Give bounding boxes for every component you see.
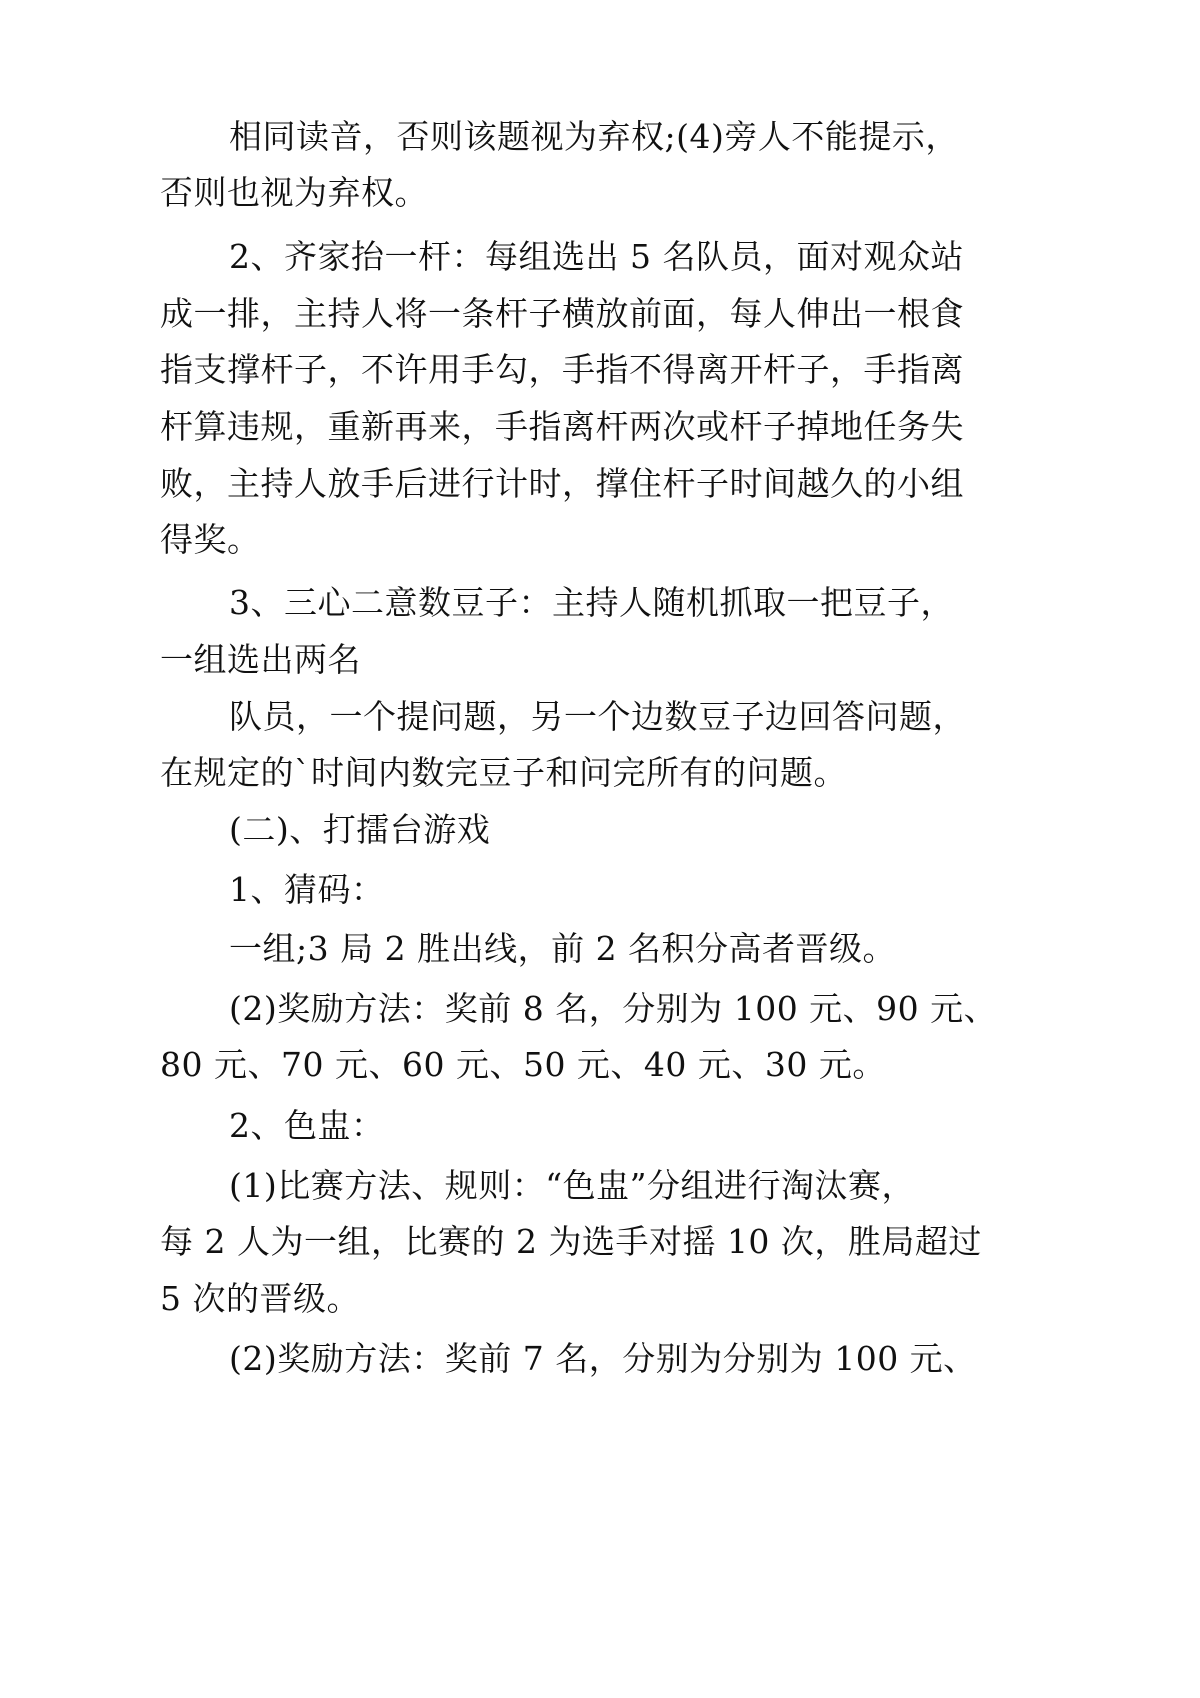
text-line: 3、三心二意数豆子：主持人随机抓取一把豆子， — [229, 583, 954, 622]
text-line: 败，主持人放手后进行计时，撑住杆子时间越久的小组 — [160, 464, 964, 503]
text-line: 1、猜码： — [229, 870, 385, 909]
text-line: 在规定的`时间内数完豆子和问完所有的问题。 — [160, 753, 847, 792]
text-line: 队员，一个提问题，另一个边数豆子边回答问题， — [229, 697, 966, 736]
text-line: (2)奖励方法：奖前 8 名，分别为 100 元、90 元、 — [229, 989, 998, 1028]
text-line: 2、色盅： — [229, 1106, 385, 1145]
text-line: 否则也视为弃权。 — [160, 173, 428, 212]
text-line: 得奖。 — [160, 520, 261, 559]
text-line: 指支撑杆子，不许用手勾，手指不得离开杆子，手指离 — [160, 350, 964, 389]
text-line: 成一排，主持人将一条杆子横放前面，每人伸出一根食 — [160, 294, 964, 333]
text-line: 每 2 人为一组，比赛的 2 为选手对摇 10 次，胜局超过 — [160, 1222, 982, 1261]
text-line: 相同读音，否则该题视为弃权;(4)旁人不能提示， — [229, 117, 959, 156]
text-line: 80 元、70 元、60 元、50 元、40 元、30 元。 — [160, 1045, 886, 1084]
text-line: 5 次的晋级。 — [160, 1279, 360, 1318]
text-line: (2)奖励方法：奖前 7 名，分别为分别为 100 元、 — [229, 1339, 977, 1378]
text-line: 一组;3 局 2 胜出线，前 2 名积分高者晋级。 — [229, 929, 897, 968]
text-line: 一组选出两名 — [160, 640, 361, 679]
section-heading: (二)、打擂台游戏 — [229, 810, 491, 849]
text-line: 杆算违规，重新再来，手指离杆两次或杆子掉地任务失 — [160, 407, 964, 446]
text-line: 2、齐家抬一杆：每组选出 5 名队员，面对观众站 — [229, 237, 964, 276]
text-line: (1)比赛方法、规则：“色盅”分组进行淘汰赛， — [229, 1166, 915, 1205]
